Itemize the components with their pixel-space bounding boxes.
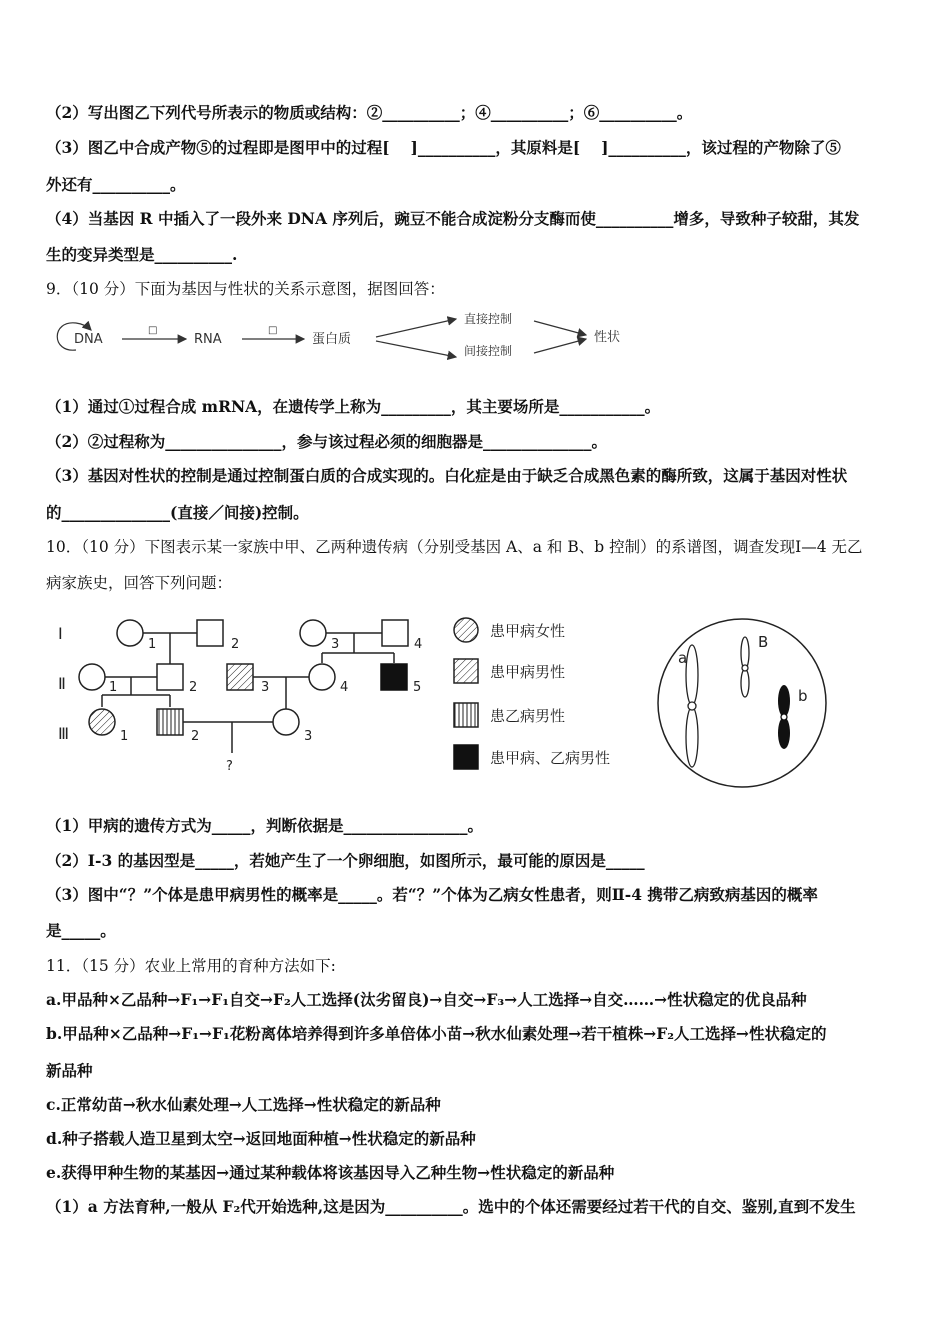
q8-2: （2）写出图乙下列代号所表示的物质或结构：②__________；④__________；⑥__________。 [46, 103, 693, 122]
gene-trait-diagram [46, 305, 646, 365]
label-B: B [758, 633, 769, 651]
generation-III: Ⅲ [58, 724, 70, 743]
svg-text:1: 1 [120, 729, 129, 744]
q11-e: e.获得甲种生物的某基因→通过某种载体将该基因导入乙种生物→性状稳定的新品种 [46, 1163, 615, 1182]
q11-b2: 新品种 [46, 1061, 93, 1080]
II-4 [309, 664, 335, 690]
II-5 [381, 664, 407, 690]
step2-label: □ [268, 325, 278, 336]
q9-title: 9．（10 分）下面为基因与性状的关系示意图，据图回答： [46, 280, 445, 298]
III-2 [157, 709, 183, 735]
I-1 [117, 620, 143, 646]
legend-1: 患甲病男性 [490, 663, 566, 681]
protein-label: 蛋白质 [312, 332, 352, 347]
chromosome-a [686, 645, 698, 767]
chromosome-B [741, 637, 749, 697]
svg-text:2: 2 [191, 729, 200, 744]
II-3 [227, 664, 253, 690]
III-1 [89, 709, 115, 735]
q8-4a: （4）当基因 R 中插入了一段外来 DNA 序列后，豌豆不能合成淀粉分支酶而使__________增多，导致种子较甜，其发 [46, 209, 860, 228]
legend-3: 患甲病、乙病男性 [490, 749, 611, 767]
svg-text:3: 3 [261, 680, 270, 695]
svg-text:5: 5 [413, 680, 422, 695]
pedigree-figure [46, 605, 906, 795]
label-b: b [798, 687, 808, 705]
rna-label: RNA [194, 332, 222, 347]
II-1 [79, 664, 105, 690]
q10-3a: （3）图中“？”个体是患甲病男性的概率是_____。若“？”个体为乙病女性患者，则Ⅱ-4 携带乙病致病基因的概率 [46, 885, 818, 904]
I-2 [197, 620, 223, 646]
q9-3b: 的______________(直接／间接)控制。 [46, 503, 309, 522]
q10-title-a: 10．（10 分）下图表示某一家族中甲、乙两种遗传病（分别受基因 A、a 和 B、b 控制）的系谱图，调查发现Ⅰ—4 无乙 [46, 538, 863, 556]
q11-c: c.正常幼苗→秋水仙素处理→人工选择→性状稳定的新品种 [46, 1095, 441, 1114]
svg-text:1: 1 [148, 637, 157, 652]
q10-2: （2）Ⅰ-3 的基因型是_____，若她产生了一个卵细胞，如图所示，最可能的原因是_____ [46, 851, 645, 870]
q11-d: d.种子搭载人造卫星到太空→返回地面种植→性状稳定的新品种 [46, 1129, 476, 1148]
indirect-control-label: 间接控制 [464, 344, 513, 358]
q8-3a: （3）图乙中合成产物⑤的过程即是图甲中的过程[ ]__________，其原料是[ ]__________，该过程的产物除了⑤ [46, 138, 841, 157]
svg-text:3: 3 [304, 729, 313, 744]
trait-label: 性状 [594, 330, 621, 345]
q10-3b: 是_____。 [46, 921, 116, 940]
svg-text:3: 3 [331, 637, 340, 652]
q11-title: 11．（15 分）农业上常用的育种方法如下: [46, 957, 336, 975]
legend-2: 患乙病男性 [490, 707, 566, 725]
q11-b1: b.甲品种×乙品种→F₁→F₁花粉离体培养得到许多单倍体小苗→秋水仙素处理→若干植株→F₂人工选择→性状稳定的 [46, 1024, 827, 1043]
svg-text:2: 2 [231, 637, 240, 652]
q9-1: （1）通过①过程合成 mRNA，在遗传学上称为_________，其主要场所是___________。 [46, 397, 661, 416]
q8-4b: 生的变异类型是__________. [46, 245, 238, 264]
label-a: a [678, 649, 688, 667]
q11-a: a.甲品种×乙品种→F₁→F₁自交→F₂人工选择(汰劣留良)→自交→F₃→人工选择→自交……→性状稳定的优良品种 [46, 990, 807, 1009]
I-4 [382, 620, 408, 646]
III-3 [273, 709, 299, 735]
direct-control-label: 直接控制 [464, 312, 513, 326]
dna-label: DNA [74, 332, 103, 347]
q10-title-b: 病家族史，回答下列问题： [46, 574, 233, 592]
svg-text:1: 1 [109, 680, 118, 695]
svg-text:2: 2 [189, 680, 198, 695]
II-2 [157, 664, 183, 690]
generation-II: Ⅱ [58, 674, 66, 693]
step1-label: □ [148, 325, 158, 336]
q9-3a: （3）基因对性状的控制是通过控制蛋白质的合成实现的。白化症是由于缺乏合成黑色素的酶所致，这属于基因对性状 [46, 466, 848, 485]
q8-3b: 外还有__________。 [46, 175, 186, 194]
svg-text:4: 4 [414, 637, 423, 652]
generation-I: Ⅰ [58, 624, 63, 643]
unknown-offspring: ? [226, 759, 233, 774]
q10-1: （1）甲病的遗传方式为_____，判断依据是________________。 [46, 816, 484, 835]
q11-1: （1）a 方法育种,一般从 F₂代开始选种,这是因为__________。选中的个体还需要经过若干代的自交、鉴别,直到不发生 [46, 1197, 856, 1216]
svg-text:4: 4 [340, 680, 349, 695]
legend-0: 患甲病女性 [490, 622, 566, 640]
I-3 [300, 620, 326, 646]
q9-2: （2）②过程称为_______________，参与该过程必须的细胞器是______________。 [46, 432, 608, 451]
